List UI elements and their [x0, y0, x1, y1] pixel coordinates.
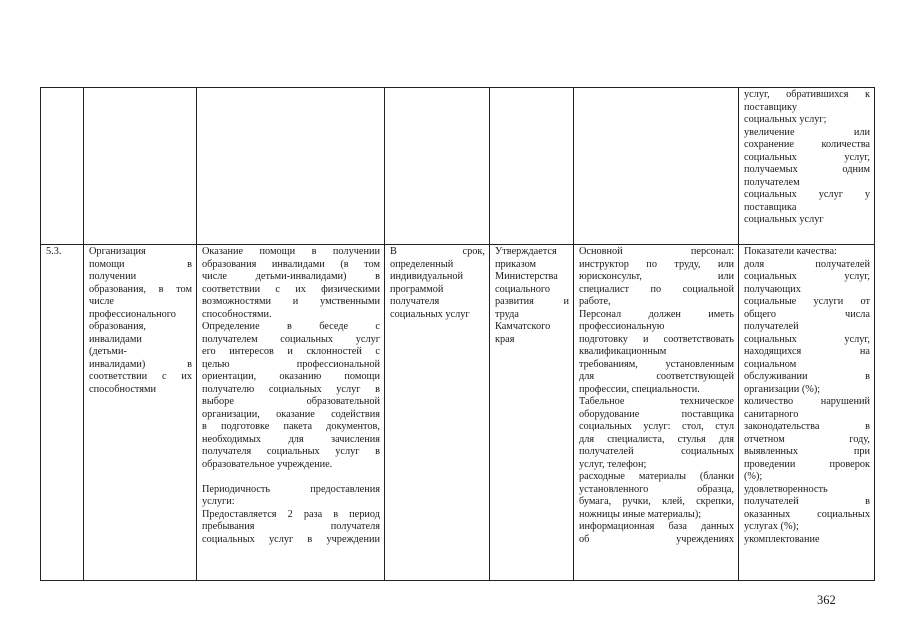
text-line: определенный [390, 258, 454, 270]
text-line: профессии, специальности. [579, 383, 700, 395]
text-line: находящихся на [744, 346, 870, 357]
text-line: оборудование поставщика [579, 408, 734, 420]
cell-num [41, 245, 84, 581]
text-line: проведении проверок [744, 458, 870, 470]
text-line: удовлетворенность [744, 483, 828, 495]
text-line: услуг, обратившихся к [744, 89, 870, 100]
services-table [40, 87, 875, 581]
text-line: получающих [744, 283, 801, 295]
text-line: Определение в беседе с [202, 321, 380, 332]
text-line: квалификационным [579, 346, 667, 357]
text-line: получателем социальных услуг [202, 333, 380, 345]
text-line: профессиональную [579, 321, 665, 332]
text-line: оказанных социальных [744, 508, 870, 520]
text-line: отчетном году, [744, 433, 870, 445]
cell-approval-empty [490, 88, 574, 245]
text-line: (детьми- [89, 346, 127, 357]
text-line: выборе образовательной [202, 396, 380, 407]
cell-indicators-prev [739, 88, 875, 245]
text-line: выявленных при [744, 446, 870, 457]
cell-quality-indicators [739, 245, 875, 581]
text-line: образования, [89, 321, 146, 332]
text-line: количество нарушений [744, 396, 870, 407]
table-row-5-3 [41, 245, 875, 581]
text-line: Утверждается [495, 246, 557, 257]
text-line: социальных услуг, [744, 333, 870, 345]
text-line: получателей социальных [579, 446, 734, 457]
text-line: получателя [390, 296, 440, 307]
text-line: социальные услуги от [744, 296, 870, 307]
text-line: об учреждениях [579, 533, 734, 545]
text-line: социальных услуг у [744, 189, 870, 200]
text-line: социальных услуг, [744, 151, 870, 163]
text-line: организации, оказание содействия [202, 408, 380, 420]
blank-line [202, 471, 380, 484]
text-line: труда [495, 308, 519, 320]
text-line: способностями. [202, 308, 272, 320]
text-line: числе [89, 296, 114, 307]
text-line: (%); [744, 471, 763, 482]
text-line: получателю социальных услуг в [202, 383, 380, 395]
text-line: общего числа [744, 308, 870, 320]
text-line: увеличение или [744, 126, 870, 138]
text-line: инструктор по труду, или [579, 258, 734, 270]
text-line: работе, [579, 296, 611, 307]
text-line: получателя социальных услуг в [202, 446, 380, 457]
cell-approval [490, 245, 574, 581]
text-line: получателей в [744, 496, 870, 507]
text-line: Персонал должен иметь [579, 308, 734, 320]
cell-term [385, 245, 490, 581]
table-row-continuation [41, 88, 875, 245]
text-line: организации (%); [744, 383, 821, 395]
text-line: Показатели качества: [744, 246, 837, 257]
text-line: социальных услуг, [744, 271, 870, 282]
text-line: Оказание помощи в получении [202, 246, 380, 257]
text-line: поставщика [744, 201, 797, 213]
text-line: Камчатского [495, 321, 551, 332]
text-line: помощи в [89, 258, 192, 270]
cell-term-empty [385, 88, 490, 245]
text-line: подготовку и соответствовать [579, 333, 734, 345]
text-line: услуг, телефон; [579, 458, 647, 470]
text-line: получателем [744, 176, 800, 188]
text-line: пребывания получателя [202, 521, 380, 532]
text-line: информационная база данных [579, 521, 734, 532]
text-line: санитарного [744, 408, 799, 420]
text-line: социальных услуг в учреждении [202, 533, 380, 545]
cell-staff-equipment [574, 245, 739, 581]
text-line: социальном [744, 358, 797, 370]
text-line: соответствии с их физическими [202, 283, 380, 295]
text-line: доля получателей [744, 258, 870, 270]
text-line: социальных услуг [390, 308, 470, 320]
text-line: профессионального [89, 308, 176, 320]
text-line: социальных услуг: стол, стул [579, 421, 734, 432]
text-line: расходные материалы (бланки [579, 471, 734, 482]
text-line: инвалидами [89, 333, 142, 345]
text-line: поставщику [744, 101, 797, 113]
text-line: укомплектование [744, 533, 820, 545]
cell-description [197, 245, 385, 581]
text-line: получателей [744, 321, 799, 332]
text-line: законодательства в [744, 421, 870, 432]
text-line: возможностями и умственными [202, 296, 380, 307]
text-line: инвалидами) в [89, 358, 192, 370]
text-line: ориентации, оказанию помощи [202, 371, 380, 382]
text-line: числе детьми-инвалидами) в [202, 271, 380, 282]
text-line: Организация [89, 246, 146, 257]
text-line: услуги: [202, 496, 235, 507]
row-number: 5.3. [46, 246, 62, 257]
text-line: способностями [89, 383, 157, 395]
text-line: для соответствующей [579, 371, 734, 382]
text-line: необходимых для зачисления [202, 433, 380, 445]
text-line: Табельное техническое [579, 396, 734, 407]
text-line: развития и [495, 296, 569, 307]
text-line: Основной персонал: [579, 246, 734, 257]
text-line: приказом [495, 258, 537, 270]
text-line: услугах (%); [744, 521, 799, 532]
cell-num-empty [41, 88, 84, 245]
text-line: юрисконсульт, или [579, 271, 734, 282]
page-number: 362 [817, 593, 836, 607]
text-line: обслуживании в [744, 371, 870, 382]
text-line: соответствии с их [89, 371, 192, 382]
cell-staff-empty [574, 88, 739, 245]
text-line: для специалиста, стулья для [579, 433, 734, 445]
text-line: ножницы иные материалы); [579, 508, 702, 520]
text-line: В срок, [390, 246, 485, 257]
text-line: Предоставляется 2 раза в период [202, 508, 380, 520]
text-line: социального [495, 283, 551, 295]
text-line: социальных услуг; [744, 114, 827, 125]
text-line: социальных услуг [744, 214, 824, 225]
text-line: края [495, 333, 515, 345]
text-line: его интересов и склонностей с [202, 346, 380, 357]
cell-description-empty [197, 88, 385, 245]
text-line: бумага, ручки, клей, скрепки, [579, 496, 734, 507]
text-line: получаемых одним [744, 164, 870, 175]
text-line: в подготовке пакета документов, [202, 421, 380, 432]
text-line: программой [390, 283, 444, 295]
text-line: Периодичность предоставления [202, 483, 380, 495]
cell-service-empty [84, 88, 197, 245]
text-line: сохранение количества [744, 139, 870, 150]
text-line: специалист по социальной [579, 283, 734, 295]
text-line: образовательное учреждение. [202, 458, 333, 470]
text-line: образования инвалидами (в том [202, 258, 380, 270]
text-line: получении [89, 271, 137, 282]
cell-service-name [84, 245, 197, 581]
text-line: требованиям, установленным [579, 358, 734, 370]
text-line: установленного образца, [579, 483, 734, 495]
text-line: индивидуальной [390, 271, 464, 282]
text-line: Министерства [495, 271, 558, 282]
text-line: образования, в том [89, 283, 192, 295]
text-line: целью профессиональной [202, 358, 380, 370]
